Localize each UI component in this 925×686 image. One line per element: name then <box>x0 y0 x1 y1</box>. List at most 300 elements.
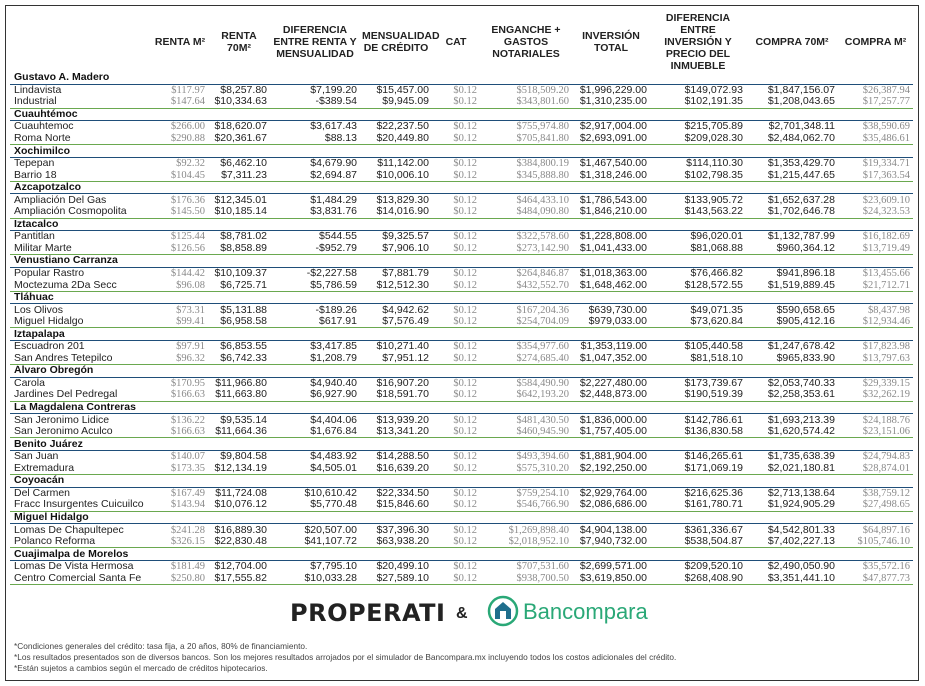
bancompara-house-icon <box>487 595 519 627</box>
neighborhood-cell: Ampliación Del Gas <box>10 194 152 206</box>
table-row <box>10 377 913 389</box>
value-cell: $8,781.02 <box>208 231 270 243</box>
table-row <box>10 353 913 365</box>
value-cell: $0.12 <box>432 316 480 328</box>
value-cell: $9,945.09 <box>360 96 432 108</box>
value-cell: $105,746.10 <box>838 536 913 548</box>
value-cell: $0.12 <box>432 243 480 255</box>
neighborhood-cell: Ampliación Cosmopolita <box>10 206 152 218</box>
value-cell: $18,620.07 <box>208 121 270 133</box>
value-cell: $10,271.40 <box>360 341 432 353</box>
value-cell: $1,247,678.42 <box>746 341 838 353</box>
value-cell: $96.32 <box>152 353 208 365</box>
value-cell: $9,804.58 <box>208 450 270 462</box>
ampersand: & <box>456 605 468 622</box>
value-cell: $705,841.80 <box>480 133 572 145</box>
value-cell: $170.95 <box>152 377 208 389</box>
value-cell: $4,679.90 <box>270 157 360 169</box>
neighborhood-cell: Cuauhtemoc <box>10 121 152 133</box>
value-cell: $2,694.87 <box>270 169 360 181</box>
value-cell: $1,215,447.65 <box>746 169 838 181</box>
value-cell: $2,713,138.64 <box>746 487 838 499</box>
value-cell: $1,652,637.28 <box>746 194 838 206</box>
neighborhood-cell: Industrial <box>10 96 152 108</box>
value-cell: $13,939.20 <box>360 414 432 426</box>
value-cell: $12,134.19 <box>208 463 270 475</box>
value-cell: $1,519,889.45 <box>746 279 838 291</box>
value-cell: $32,262.19 <box>838 389 913 401</box>
group-name: Azcapotzalco <box>14 181 82 194</box>
value-cell: $166.63 <box>152 426 208 438</box>
bancompara-logo: Bancompara <box>523 599 648 624</box>
group-header-row <box>10 145 913 158</box>
value-cell: $6,927.90 <box>270 389 360 401</box>
neighborhood-cell: Fracc Insurgentes Cuicuilco <box>10 499 152 511</box>
table-row <box>10 414 913 426</box>
value-cell: $1,132,787.99 <box>746 231 838 243</box>
compra-m2-header: COMPRA M² <box>844 36 907 48</box>
value-cell: $2,448,873.00 <box>572 389 650 401</box>
value-cell: $4,942.62 <box>360 304 432 316</box>
value-cell: $7,940,732.00 <box>572 536 650 548</box>
neighborhood-cell: Militar Marte <box>10 243 152 255</box>
value-cell: $7,199.20 <box>270 84 360 96</box>
value-cell: $209,028.30 <box>650 133 746 145</box>
value-cell: $96,020.01 <box>650 231 746 243</box>
value-cell: $1,269,898.40 <box>480 524 572 536</box>
value-cell: $215,705.89 <box>650 121 746 133</box>
value-cell: $493,394.60 <box>480 450 572 462</box>
value-cell: $24,323.53 <box>838 206 913 218</box>
value-cell: $3,351,441.10 <box>746 572 838 584</box>
value-cell: $12,934.46 <box>838 316 913 328</box>
value-cell: $273,142.90 <box>480 243 572 255</box>
value-cell: $13,341.20 <box>360 426 432 438</box>
cat-header: CAT <box>445 36 467 48</box>
table-row <box>10 267 913 279</box>
value-cell: $10,334.63 <box>208 96 270 108</box>
enganche-header: ENGANCHE + GASTOS NOTARIALES <box>491 24 561 60</box>
value-cell: $617.91 <box>270 316 360 328</box>
value-cell: $0.12 <box>432 194 480 206</box>
value-cell: $16,639.20 <box>360 463 432 475</box>
value-cell: $4,940.40 <box>270 377 360 389</box>
value-cell: $17,555.82 <box>208 572 270 584</box>
value-cell: $96.08 <box>152 279 208 291</box>
neighborhood-cell: Miguel Hidalgo <box>10 316 152 328</box>
value-cell: $254,704.09 <box>480 316 572 328</box>
value-cell: $4,904,138.00 <box>572 524 650 536</box>
value-cell: $575,310.20 <box>480 463 572 475</box>
value-cell: $99.41 <box>152 316 208 328</box>
value-cell: $264,846.87 <box>480 267 572 279</box>
value-cell: $166.63 <box>152 389 208 401</box>
value-cell: $12,345.01 <box>208 194 270 206</box>
value-cell: -$389.54 <box>270 96 360 108</box>
value-cell: $2,490,050.90 <box>746 560 838 572</box>
value-cell: $0.12 <box>432 450 480 462</box>
neighborhood-cell: Moctezuma 2Da Secc <box>10 279 152 291</box>
value-cell: $149,072.93 <box>650 84 746 96</box>
value-cell: $1,353,119.00 <box>572 341 650 353</box>
value-cell: $4,505.01 <box>270 463 360 475</box>
value-cell: $17,363.54 <box>838 169 913 181</box>
value-cell: $1,836,000.00 <box>572 414 650 426</box>
value-cell: $35,572.16 <box>838 560 913 572</box>
value-cell: $24,188.76 <box>838 414 913 426</box>
value-cell: $22,237.50 <box>360 121 432 133</box>
value-cell: $2,699,571.00 <box>572 560 650 572</box>
value-cell: $145.50 <box>152 206 208 218</box>
footnote: *Condiciones generales del crédito: tasa fija, a 20 años, 80% de financiamiento. <box>14 641 308 651</box>
value-cell: $590,658.65 <box>746 304 838 316</box>
value-cell: $2,053,740.33 <box>746 377 838 389</box>
value-cell: $27,498.65 <box>838 499 913 511</box>
value-cell: $0.12 <box>432 304 480 316</box>
value-cell: $0.12 <box>432 499 480 511</box>
group-name: Iztacalco <box>14 218 59 230</box>
table-row <box>10 96 913 108</box>
value-cell: $10,006.10 <box>360 169 432 181</box>
value-cell: $14,016.90 <box>360 206 432 218</box>
value-cell: $20,507.00 <box>270 524 360 536</box>
value-cell: $6,853.55 <box>208 341 270 353</box>
inversion-total-header: INVERSIÓN TOTAL <box>582 30 640 54</box>
mensualidad-header: MENSUALIDAD DE CRÉDITO <box>362 30 440 54</box>
value-cell: $274,685.40 <box>480 353 572 365</box>
value-cell: $0.12 <box>432 96 480 108</box>
table-row <box>10 121 913 133</box>
value-cell: $941,896.18 <box>746 267 838 279</box>
value-cell: $38,759.12 <box>838 487 913 499</box>
properati-logo: PROPERATI <box>290 599 446 627</box>
value-cell: $11,663.80 <box>208 389 270 401</box>
group-header-row <box>10 438 913 451</box>
value-cell: $20,499.10 <box>360 560 432 572</box>
group-name: Miguel Hidalgo <box>14 511 89 523</box>
value-cell: $250.80 <box>152 572 208 584</box>
group-name: La Magdalena Contreras <box>14 401 136 414</box>
value-cell: $1,702,646.78 <box>746 206 838 218</box>
value-cell: $190,519.39 <box>650 389 746 401</box>
value-cell: $4,404.06 <box>270 414 360 426</box>
value-cell: $1,353,429.70 <box>746 157 838 169</box>
value-cell: $0.12 <box>432 231 480 243</box>
value-cell: $10,610.42 <box>270 487 360 499</box>
table-body <box>10 72 913 584</box>
value-cell: $755,974.80 <box>480 121 572 133</box>
table-row <box>10 487 913 499</box>
neighborhood-cell: San Andres Tetepilco <box>10 353 152 365</box>
table-row <box>10 341 913 353</box>
group-header-row <box>10 401 913 414</box>
value-cell: $0.12 <box>432 524 480 536</box>
value-cell: $14,288.50 <box>360 450 432 462</box>
group-name: Tláhuac <box>14 291 54 304</box>
value-cell: $639,730.00 <box>572 304 650 316</box>
value-cell: $23,151.06 <box>838 426 913 438</box>
mortgage-comparison-table <box>10 12 913 585</box>
value-cell: $28,874.01 <box>838 463 913 475</box>
neighborhood-cell: Pantitlan <box>10 231 152 243</box>
value-cell: $73,620.84 <box>650 316 746 328</box>
value-cell: $105,440.58 <box>650 341 746 353</box>
value-cell: $361,336.67 <box>650 524 746 536</box>
value-cell: $1,996,229.00 <box>572 84 650 96</box>
value-cell: $1,847,156.07 <box>746 84 838 96</box>
neighborhood-cell: Lomas De Vista Hermosa <box>10 560 152 572</box>
value-cell: $544.55 <box>270 231 360 243</box>
table-row <box>10 279 913 291</box>
group-name: Venustiano Carranza <box>14 254 118 267</box>
value-cell: $144.42 <box>152 267 208 279</box>
value-cell: $538,504.87 <box>650 536 746 548</box>
table-row <box>10 194 913 206</box>
diferencia-renta-header: DIFERENCIA ENTRE RENTA Y MENSUALIDAD <box>273 24 357 60</box>
value-cell: $102,191.35 <box>650 96 746 108</box>
value-cell: $1,228,808.00 <box>572 231 650 243</box>
value-cell: $4,542,801.33 <box>746 524 838 536</box>
table-row <box>10 84 913 96</box>
value-cell: $143.94 <box>152 499 208 511</box>
table-row <box>10 450 913 462</box>
value-cell: $12,512.30 <box>360 279 432 291</box>
table-row <box>10 389 913 401</box>
value-cell: $26,387.94 <box>838 84 913 96</box>
value-cell: $0.12 <box>432 206 480 218</box>
value-cell: $8,437.98 <box>838 304 913 316</box>
group-name: Xochimilco <box>14 144 71 157</box>
value-cell: $7,795.10 <box>270 560 360 572</box>
value-cell: $37,396.30 <box>360 524 432 536</box>
group-header-row <box>10 72 913 84</box>
group-name: Cuajimalpa de Morelos <box>14 547 129 560</box>
value-cell: $0.12 <box>432 487 480 499</box>
group-header-row <box>10 511 913 524</box>
value-cell: $268,408.90 <box>650 572 746 584</box>
group-name: Gustavo A. Madero <box>14 72 110 84</box>
value-cell: $1,881,904.00 <box>572 450 650 462</box>
group-header-row <box>10 475 913 488</box>
value-cell: $143,563.22 <box>650 206 746 218</box>
value-cell: $125.44 <box>152 231 208 243</box>
table-row <box>10 316 913 328</box>
value-cell: $41,107.72 <box>270 536 360 548</box>
value-cell: $0.12 <box>432 121 480 133</box>
value-cell: $0.12 <box>432 267 480 279</box>
value-cell: $8,257.80 <box>208 84 270 96</box>
group-header-row <box>10 108 913 121</box>
value-cell: $10,076.12 <box>208 499 270 511</box>
table-row <box>10 536 913 548</box>
value-cell: $0.12 <box>432 463 480 475</box>
renta-70m2-header: RENTA 70M² <box>221 30 257 54</box>
value-cell: $2,258,353.61 <box>746 389 838 401</box>
value-cell: $0.12 <box>432 572 480 584</box>
neighborhood-cell: Tepepan <box>10 157 152 169</box>
value-cell: $19,334.71 <box>838 157 913 169</box>
neighborhood-cell: Carola <box>10 377 152 389</box>
neighborhood-cell: San Juan <box>10 450 152 462</box>
value-cell: $49,071.35 <box>650 304 746 316</box>
value-cell: $15,457.00 <box>360 84 432 96</box>
value-cell: $16,907.20 <box>360 377 432 389</box>
value-cell: $7,402,227.13 <box>746 536 838 548</box>
table-row <box>10 560 913 572</box>
group-header-row <box>10 548 913 561</box>
table-row <box>10 499 913 511</box>
value-cell: $1,318,246.00 <box>572 169 650 181</box>
value-cell: $484,090.80 <box>480 206 572 218</box>
value-cell: $24,794.83 <box>838 450 913 462</box>
value-cell: $3,619,850.00 <box>572 572 650 584</box>
neighborhood-cell: Jardines Del Pedregal <box>10 389 152 401</box>
value-cell: $23,609.10 <box>838 194 913 206</box>
value-cell: $1,041,433.00 <box>572 243 650 255</box>
table-row <box>10 133 913 145</box>
value-cell: $167.49 <box>152 487 208 499</box>
value-cell: $3,831.76 <box>270 206 360 218</box>
header-row <box>10 12 913 72</box>
value-cell: $147.64 <box>152 96 208 108</box>
value-cell: $102,798.35 <box>650 169 746 181</box>
value-cell: $0.12 <box>432 353 480 365</box>
value-cell: $0.12 <box>432 536 480 548</box>
value-cell: $13,797.63 <box>838 353 913 365</box>
value-cell: $464,433.10 <box>480 194 572 206</box>
value-cell: $2,086,686.00 <box>572 499 650 511</box>
value-cell: $1,735,638.39 <box>746 450 838 462</box>
value-cell: $104.45 <box>152 169 208 181</box>
value-cell: $73.31 <box>152 304 208 316</box>
value-cell: $1,693,213.39 <box>746 414 838 426</box>
value-cell: $0.12 <box>432 426 480 438</box>
logo-bar <box>0 595 925 629</box>
value-cell: $7,881.79 <box>360 267 432 279</box>
value-cell: $1,676.84 <box>270 426 360 438</box>
value-cell: $1,786,543.00 <box>572 194 650 206</box>
value-cell: $2,917,004.00 <box>572 121 650 133</box>
value-cell: $2,021,180.81 <box>746 463 838 475</box>
neighborhood-cell: Barrio 18 <box>10 169 152 181</box>
value-cell: $1,757,405.00 <box>572 426 650 438</box>
value-cell: $136.22 <box>152 414 208 426</box>
value-cell: $126.56 <box>152 243 208 255</box>
group-name: Cuauhtémoc <box>14 108 78 120</box>
value-cell: $209,520.10 <box>650 560 746 572</box>
value-cell: $11,966.80 <box>208 377 270 389</box>
table-row <box>10 231 913 243</box>
value-cell: $81,068.88 <box>650 243 746 255</box>
value-cell: $88.13 <box>270 133 360 145</box>
value-cell: $343,801.60 <box>480 96 572 108</box>
table-row <box>10 426 913 438</box>
value-cell: $16,889.30 <box>208 524 270 536</box>
value-cell: $5,131.88 <box>208 304 270 316</box>
value-cell: $0.12 <box>432 560 480 572</box>
value-cell: $13,829.30 <box>360 194 432 206</box>
value-cell: $1,047,352.00 <box>572 353 650 365</box>
value-cell: $167,204.36 <box>480 304 572 316</box>
value-cell: $47,877.73 <box>838 572 913 584</box>
value-cell: $1,208,043.65 <box>746 96 838 108</box>
value-cell: $10,185.14 <box>208 206 270 218</box>
neighborhood-cell: Lindavista <box>10 84 152 96</box>
value-cell: $546,766.90 <box>480 499 572 511</box>
value-cell: $707,531.60 <box>480 560 572 572</box>
value-cell: $9,325.57 <box>360 231 432 243</box>
group-name: Benito Juárez <box>14 437 83 450</box>
value-cell: $2,018,952.10 <box>480 536 572 548</box>
value-cell: $22,830.48 <box>208 536 270 548</box>
neighborhood-cell: Lomas De Chapultepec <box>10 524 152 536</box>
footnotes <box>14 641 676 674</box>
value-cell: $7,576.49 <box>360 316 432 328</box>
value-cell: $216,625.36 <box>650 487 746 499</box>
table-row <box>10 169 913 181</box>
value-cell: $4,483.92 <box>270 450 360 462</box>
value-cell: $5,770.48 <box>270 499 360 511</box>
value-cell: $17,257.77 <box>838 96 913 108</box>
value-cell: $11,664.36 <box>208 426 270 438</box>
value-cell: $0.12 <box>432 377 480 389</box>
footnote: *Están sujetos a cambios según el mercado de créditos hipotecarios. <box>14 663 268 673</box>
value-cell: $1,467,540.00 <box>572 157 650 169</box>
value-cell: $7,311.23 <box>208 169 270 181</box>
value-cell: $10,109.37 <box>208 267 270 279</box>
value-cell: $12,704.00 <box>208 560 270 572</box>
value-cell: $1,208.79 <box>270 353 360 365</box>
value-cell: $384,800.19 <box>480 157 572 169</box>
value-cell: $3,417.85 <box>270 341 360 353</box>
value-cell: $15,846.60 <box>360 499 432 511</box>
value-cell: $136,830.58 <box>650 426 746 438</box>
value-cell: $1,484.29 <box>270 194 360 206</box>
value-cell: $97.91 <box>152 341 208 353</box>
value-cell: $142,786.61 <box>650 414 746 426</box>
group-header-row <box>10 328 913 341</box>
value-cell: $6,725.71 <box>208 279 270 291</box>
value-cell: $1,018,363.00 <box>572 267 650 279</box>
value-cell: $173.35 <box>152 463 208 475</box>
value-cell: $2,701,348.11 <box>746 121 838 133</box>
value-cell: $354,977.60 <box>480 341 572 353</box>
value-cell: $29,339.15 <box>838 377 913 389</box>
value-cell: -$189.26 <box>270 304 360 316</box>
value-cell: $181.49 <box>152 560 208 572</box>
compra-70m2-header: COMPRA 70M² <box>755 36 829 48</box>
table-row <box>10 157 913 169</box>
value-cell: $173,739.67 <box>650 377 746 389</box>
group-header-row <box>10 291 913 304</box>
value-cell: $76,466.82 <box>650 267 746 279</box>
value-cell: $63,938.20 <box>360 536 432 548</box>
value-cell: $20,449.80 <box>360 133 432 145</box>
value-cell: $1,310,235.00 <box>572 96 650 108</box>
value-cell: $176.36 <box>152 194 208 206</box>
value-cell: $5,786.59 <box>270 279 360 291</box>
value-cell: $0.12 <box>432 341 480 353</box>
value-cell: $965,833.90 <box>746 353 838 365</box>
group-name: Álvaro Obregón <box>14 364 94 377</box>
neighborhood-cell: Del Carmen <box>10 487 152 499</box>
value-cell: $345,888.80 <box>480 169 572 181</box>
value-cell: $35,486.61 <box>838 133 913 145</box>
neighborhood-cell: Roma Norte <box>10 133 152 145</box>
value-cell: $171,069.19 <box>650 463 746 475</box>
value-cell: $979,033.00 <box>572 316 650 328</box>
value-cell: -$952.79 <box>270 243 360 255</box>
